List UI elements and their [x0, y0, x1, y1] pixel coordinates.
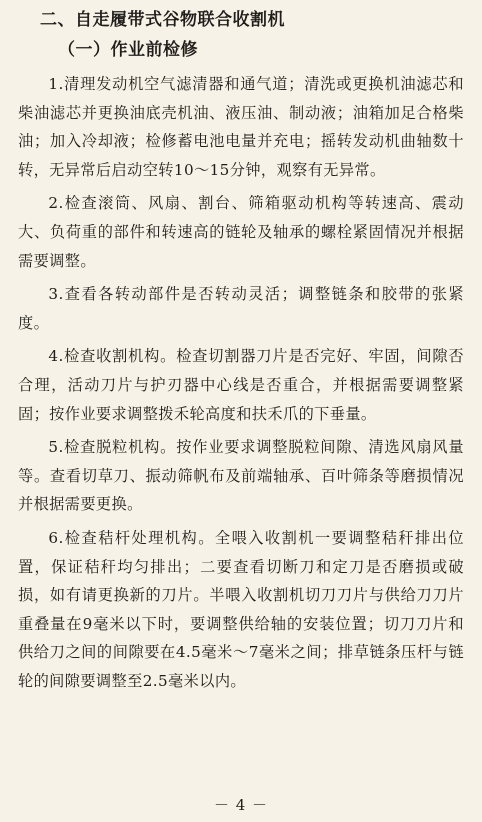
page-number: － 4 － [213, 796, 269, 814]
paragraph-3: 3.查看各转动部件是否转动灵活；调整链条和胶带的张紧度。 [18, 285, 464, 332]
paragraph-2: 2.检查滚筒、风扇、割台、筛箱驱动机构等转速高、震动大、负荷重的部件和转速高的链轮及轴承的螺栓紧固情况并根据需要调整。 [18, 194, 464, 270]
paragraph-5: 5.检查脱粒机构。按作业要求调整脱粒间隙、清选风扇风量等。查看切草刀、振动筛帆布及前端轴承、百叶筛条等磨损情况并根据需要更换。 [18, 438, 464, 514]
paragraph-4: 4.检查收割机构。检查切割器刀片是否完好、牢固，间隙否合理，活动刀片与护刃器中心线是否重合，并根据需要调整紧固；按作业要求调整拨禾轮高度和扶禾爪的下垂量。 [18, 347, 464, 423]
section-title: 二、自走履带式谷物联合收割机 [40, 10, 285, 30]
paragraph-6: 6.检查秸杆处理机构。全喂入收割机一要调整秸秆排出位置，保证秸秆均匀排出；二要查看切断刀和定刀是否磨损或破损，如有请更换新的刀片。半喂入收割机切刀刀片与供给刀刀片重叠量在9毫米以下时，要调整供给轴的安装位置；切刀刀片和供给刀之间的间隙要在4.5毫米～7毫米之间；排草链条压杆与链轮的间隙要调整至2.5毫米以内。 [18, 528, 464, 690]
subsection-title: （一）作业前检修 [58, 40, 198, 60]
paragraph-1: 1.清理发动机空气滤清器和通气道；清洗或更换机油滤芯和柴油滤芯并更换油底壳机油、液压油、制动液；油箱加足合格柴油；加入冷却液；检修蓄电池电量并充电；摇转发动机曲轴数十转，无异常后启动空转10～15分钟，观察有无异常。 [18, 75, 464, 179]
